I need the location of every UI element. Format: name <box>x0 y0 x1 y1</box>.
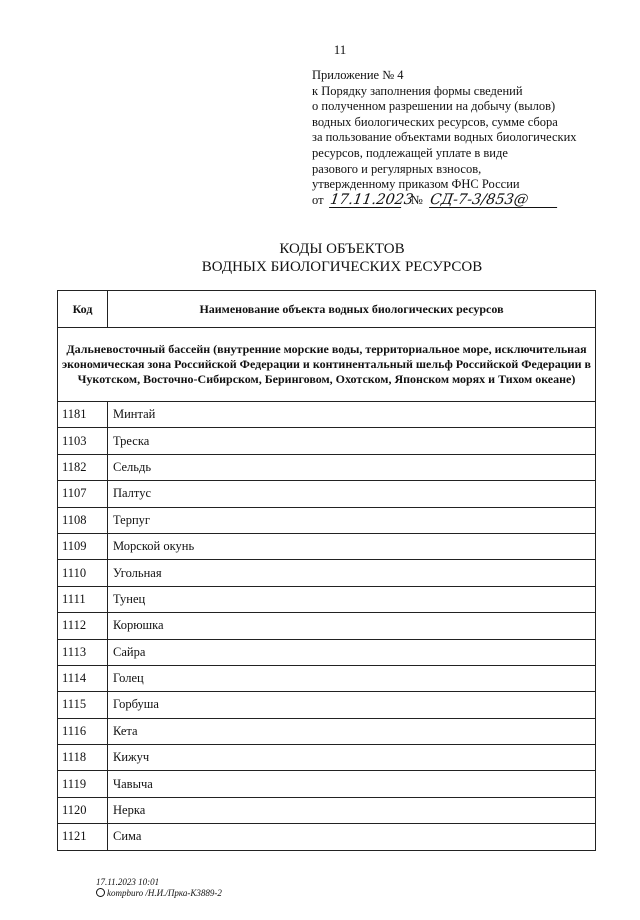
table-row <box>58 613 596 639</box>
table-row <box>58 639 596 665</box>
footer-operator-text: kompburo /Н.И./Прка-К3889-2 <box>107 888 222 898</box>
row-code: 1182 <box>58 454 108 480</box>
row-code: 1116 <box>58 718 108 744</box>
appendix-block <box>312 68 577 210</box>
table-row <box>58 745 596 771</box>
row-name: Минтай <box>108 402 596 428</box>
row-name: Тунец <box>108 586 596 612</box>
appendix-line: Приложение № 4 <box>312 68 404 82</box>
row-code: 1115 <box>58 692 108 718</box>
appendix-line: за пользование объектами водных биологических <box>312 130 577 145</box>
table-row <box>58 797 596 823</box>
table-row <box>58 824 596 850</box>
codes-table <box>57 290 596 851</box>
number-label: № <box>410 192 423 207</box>
document-title <box>0 240 640 276</box>
table-row <box>58 481 596 507</box>
row-code: 1114 <box>58 665 108 691</box>
row-name: Кета <box>108 718 596 744</box>
appendix-line: водных биологических ресурсов, сумме сбора <box>312 114 558 129</box>
page-number: 11 <box>333 42 347 57</box>
table-row <box>58 692 596 718</box>
row-code: 1108 <box>58 507 108 533</box>
basin-row <box>58 328 596 402</box>
row-code: 1118 <box>58 745 108 771</box>
row-name: Палтус <box>108 481 596 507</box>
table-header-row <box>58 291 596 328</box>
row-name: Голец <box>108 665 596 691</box>
table-row <box>58 771 596 797</box>
row-name: Нерка <box>108 797 596 823</box>
row-code: 1109 <box>58 533 108 559</box>
row-name: Угольная <box>108 560 596 586</box>
table-row <box>58 428 596 454</box>
table-row <box>58 665 596 691</box>
appendix-line: о полученном разрешении на добычу (вылов) <box>312 99 556 114</box>
appendix-line: ресурсов, подлежащей уплате в виде <box>312 145 508 160</box>
row-name: Треска <box>108 428 596 454</box>
title-line-1: КОДЫ ОБЪЕКТОВ <box>279 241 405 257</box>
table-row <box>58 560 596 586</box>
table-row <box>58 586 596 612</box>
row-name: Сельдь <box>108 454 596 480</box>
table-row <box>58 718 596 744</box>
row-name: Терпуг <box>108 507 596 533</box>
row-code: 1121 <box>58 824 108 850</box>
row-name: Кижуч <box>108 745 596 771</box>
row-code: 1181 <box>58 402 108 428</box>
row-code: 1107 <box>58 481 108 507</box>
row-name: Чавыча <box>108 771 596 797</box>
row-name: Сайра <box>108 639 596 665</box>
table-row <box>58 454 596 480</box>
footer <box>96 877 222 899</box>
header-name: Наименование объекта водных биологических ресурсов <box>108 291 596 328</box>
header-code: Код <box>58 291 108 328</box>
row-code: 1103 <box>58 428 108 454</box>
row-code: 1112 <box>58 613 108 639</box>
footer-operator <box>96 888 222 899</box>
row-code: 1111 <box>58 586 108 612</box>
approval-line <box>312 193 577 210</box>
approval-date: 17.11.2023 <box>328 191 414 208</box>
footer-timestamp: 17.11.2023 10:01 <box>96 877 160 887</box>
order-number: СД-7-3/853@ <box>429 194 559 208</box>
table-row <box>58 402 596 428</box>
table-row <box>58 533 596 559</box>
stamp-icon <box>96 888 105 897</box>
basin-title: Дальневосточный бассейн (внутренние морские воды, территориальное море, исключительная экономическая зона Российской Федерации и континентальный шельф Российской Федерации в Чукотском, Восточно-Сибирском, Беринговом, Охотском, Японском морях и Тихом океане) <box>58 328 596 402</box>
row-name: Морской окунь <box>108 533 596 559</box>
appendix-line: утвержденному приказом ФНС России <box>312 177 520 192</box>
appendix-line: разового и регулярных взносов, <box>312 161 482 176</box>
title-line-2: ВОДНЫХ БИОЛОГИЧЕСКИХ РЕСУРСОВ <box>201 259 483 275</box>
row-name: Корюшка <box>108 613 596 639</box>
appendix-line: к Порядку заполнения формы сведений <box>312 83 523 98</box>
row-code: 1119 <box>58 771 108 797</box>
from-label: от <box>312 192 324 207</box>
row-name: Горбуша <box>108 692 596 718</box>
row-name: Сима <box>108 824 596 850</box>
row-code: 1113 <box>58 639 108 665</box>
table-row <box>58 507 596 533</box>
row-code: 1120 <box>58 797 108 823</box>
row-code: 1110 <box>58 560 108 586</box>
